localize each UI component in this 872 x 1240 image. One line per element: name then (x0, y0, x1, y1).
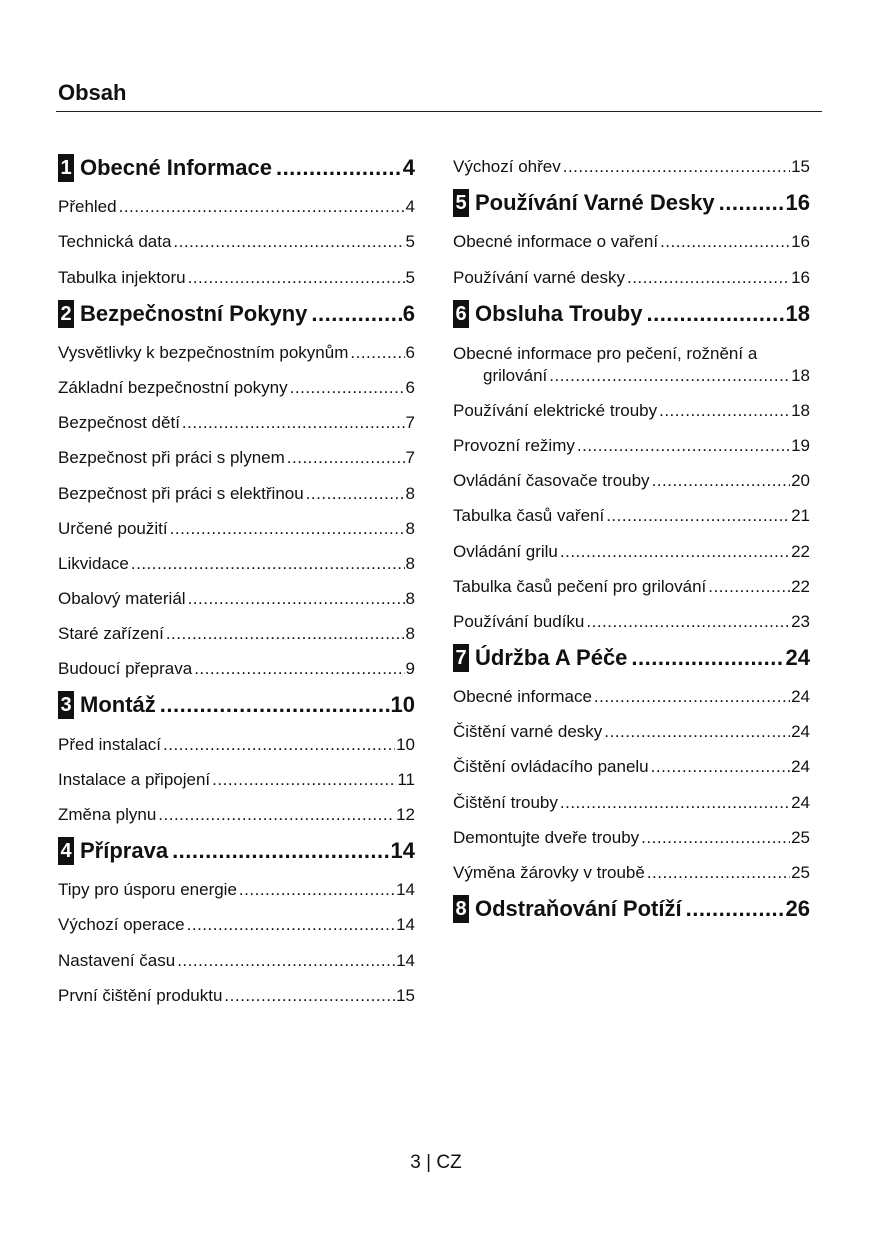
entry-label: Ovládání časovače trouby (453, 471, 650, 491)
page-number: 22 (791, 541, 810, 561)
toc-entry[interactable] (58, 873, 415, 908)
toc-section-heading[interactable] (58, 150, 415, 186)
entry-label: Obecné informace o vaření (453, 232, 659, 252)
toc-entry[interactable] (453, 680, 810, 715)
entry-label: Před instalací (58, 734, 161, 754)
toc-entry[interactable] (453, 605, 810, 640)
toc-entry[interactable] (58, 336, 415, 371)
dot-leader (182, 413, 405, 433)
dot-leader (660, 232, 790, 252)
dot-leader (158, 805, 395, 825)
dot-leader (708, 577, 790, 597)
page-number: 16 (785, 190, 810, 216)
entry-label: Tabulka injektoru (58, 267, 186, 287)
entry-label: Provozní režimy (453, 435, 575, 455)
entry-label: Přehled (58, 197, 117, 217)
page-number: 12 (396, 805, 415, 824)
section-title: Montáž (80, 692, 156, 718)
toc-entry[interactable] (58, 406, 415, 441)
dot-leader (719, 190, 785, 216)
dot-leader (560, 542, 790, 562)
entry-continuation (453, 366, 810, 386)
entry-label: Budoucí přeprava (58, 659, 193, 679)
entry-label: Určené použití (58, 518, 168, 538)
toc-entry[interactable] (58, 943, 415, 978)
section-title: Obecné Informace (80, 155, 272, 180)
dot-leader (350, 343, 404, 363)
page-number: 24 (791, 757, 810, 777)
entry-label: Tabulka časů vaření (453, 506, 605, 526)
dot-leader (224, 986, 395, 1006)
dot-leader (659, 401, 790, 421)
toc-section-heading[interactable] (58, 296, 415, 332)
toc-entry[interactable] (58, 476, 415, 511)
page-number: 24 (791, 687, 810, 707)
toc-section-heading[interactable] (58, 833, 415, 869)
dot-leader (119, 197, 405, 217)
entry-label: Technická data (58, 232, 172, 252)
page-number: 18 (791, 400, 810, 420)
section-number-badge: 7 (453, 644, 469, 672)
page-number: 15 (791, 157, 810, 177)
dot-leader (641, 828, 790, 848)
entry-label: Používání elektrické trouby (453, 400, 658, 420)
dot-leader (290, 378, 405, 398)
dot-leader (131, 554, 405, 574)
dot-leader (594, 687, 790, 707)
dot-leader (306, 484, 405, 504)
entry-label: Demontujte dveře trouby (453, 827, 640, 847)
dot-leader (177, 951, 395, 971)
entry-label: Obecné informace (453, 687, 592, 707)
dot-leader (212, 770, 396, 790)
page-number: 24 (791, 792, 810, 812)
entry-label: Instalace a připojení (58, 769, 211, 789)
dot-leader (606, 506, 790, 526)
toc-section-heading[interactable] (453, 891, 810, 927)
toc-entry[interactable] (58, 617, 415, 652)
entry-label: Používání budíku (453, 611, 585, 631)
page-number: 6 (405, 342, 415, 362)
dot-leader (311, 301, 401, 327)
page-number: 16 (791, 232, 810, 252)
dot-leader (651, 757, 790, 777)
entry-label: Obecné informace pro pečení, rožnění a (453, 343, 758, 363)
page-number: 26 (785, 896, 810, 921)
toc-entry[interactable] (453, 394, 810, 429)
dot-leader (604, 722, 790, 742)
entry-label: Základní bezpečnostní pokyny (58, 377, 288, 397)
page-number: 25 (791, 827, 810, 847)
page-number: 4 (402, 155, 415, 180)
dot-leader (686, 896, 785, 922)
dot-leader (187, 915, 395, 935)
dot-leader (276, 155, 402, 181)
section-title: Odstraňování Potíží (475, 896, 682, 921)
section-number-badge: 4 (58, 837, 74, 865)
entry-label: Nastavení času (58, 950, 176, 970)
dot-leader (166, 624, 405, 644)
dot-leader (563, 157, 790, 177)
page-number: 18 (785, 300, 810, 326)
entry-label: Bezpečnost při práci s plynem (58, 448, 285, 468)
toc-entry[interactable] (58, 798, 415, 833)
page-number: 8 (405, 589, 415, 609)
toc-entry[interactable] (58, 582, 415, 617)
dot-leader (586, 612, 790, 632)
dot-leader (647, 863, 790, 883)
entry-label: Tipy pro úsporu energie (58, 880, 237, 900)
toc-entry[interactable] (58, 190, 415, 225)
dot-leader (652, 471, 791, 491)
page-number: 6 (405, 377, 415, 397)
entry-label: Bezpečnost dětí (58, 413, 180, 433)
entry-label: Ovládání grilu (453, 541, 558, 561)
section-title: Bezpečnostní Pokyny (80, 300, 308, 326)
toc-entry[interactable] (453, 534, 810, 569)
page-number: 14 (396, 950, 415, 970)
page-number: 7 (405, 448, 415, 468)
toc-entry[interactable] (453, 856, 810, 891)
section-number-badge: 2 (58, 300, 74, 328)
toc-entry[interactable] (58, 763, 415, 798)
page-number: 24 (791, 722, 810, 742)
toc-entry[interactable] (58, 260, 415, 295)
dot-leader (188, 268, 405, 288)
toc-entry[interactable] (453, 750, 810, 785)
dot-leader (631, 645, 784, 671)
page-number: 5 (405, 267, 415, 287)
section-number-badge: 3 (58, 691, 74, 719)
entry-label-continued: grilování (483, 365, 548, 385)
page-number: 18 (791, 365, 810, 385)
page-number: 15 (396, 985, 415, 1005)
page-number: 14 (396, 880, 415, 900)
entry-label: Obalový materiál (58, 589, 186, 609)
page-number: 8 (405, 518, 415, 538)
entry-label: Likvidace (58, 553, 129, 573)
entry-label: Tabulka časů pečení pro grilování (453, 576, 707, 596)
page-number: 10 (396, 734, 415, 754)
page-number: 16 (791, 267, 810, 287)
toc-section-heading[interactable] (58, 687, 415, 723)
toc-entry[interactable] (453, 715, 810, 750)
entry-label: Bezpečnost při práci s elektřinou (58, 483, 304, 503)
toc-section-heading[interactable] (453, 296, 810, 332)
dot-leader (239, 880, 395, 900)
toc-entry[interactable] (58, 727, 415, 762)
section-title: Používání Varné Desky (475, 190, 715, 216)
dot-leader (627, 268, 790, 288)
page-number: 25 (791, 863, 810, 882)
toc-entry[interactable] (58, 652, 415, 687)
page-number: 4 (405, 197, 415, 217)
toc-entry[interactable] (453, 150, 810, 185)
page-number: 24 (785, 644, 810, 670)
entry-label: Změna plynu (58, 805, 157, 824)
toc-entry[interactable] (453, 821, 810, 856)
page-number: 21 (791, 506, 810, 526)
page-number: 20 (791, 471, 810, 491)
section-title: Příprava (80, 838, 169, 863)
page-number: 19 (791, 435, 810, 455)
section-number-badge: 5 (453, 189, 469, 217)
toc-left-column (58, 150, 415, 1014)
toc-entry[interactable] (58, 441, 415, 476)
toc-entry[interactable] (453, 785, 810, 820)
page-number: 11 (397, 769, 415, 789)
entry-label: Výměna žárovky v troubě (453, 863, 645, 882)
entry-label: Používání varné desky (453, 267, 625, 287)
dot-leader (646, 301, 784, 327)
entry-label: Staré zařízení (58, 624, 164, 644)
toc-entry[interactable] (453, 464, 810, 499)
toc-entry[interactable] (58, 512, 415, 547)
dot-leader (194, 659, 404, 679)
page-number: 6 (402, 300, 415, 326)
page-number: 14 (396, 915, 415, 935)
section-title: Údržba A Péče (475, 644, 628, 670)
toc-entry[interactable] (58, 225, 415, 260)
dot-leader (577, 436, 790, 456)
entry-label: Čištění ovládacího panelu (453, 757, 649, 777)
dot-leader (163, 735, 395, 755)
page-number: 22 (791, 576, 810, 596)
toc-entry[interactable] (453, 225, 810, 260)
toc-entry[interactable] (453, 336, 810, 394)
page-number: 10 (390, 692, 415, 718)
dot-leader (549, 366, 790, 386)
toc-entry[interactable] (58, 979, 415, 1014)
entry-label: Výchozí ohřev (453, 157, 561, 177)
toc-entry[interactable] (58, 547, 415, 582)
dot-leader (170, 519, 405, 539)
dot-leader (560, 793, 790, 813)
entry-label: Čištění trouby (453, 792, 558, 812)
dot-leader (172, 838, 389, 864)
toc-entry[interactable] (453, 570, 810, 605)
page-number: 14 (390, 838, 415, 863)
page-number: 23 (791, 611, 810, 631)
page-number: 8 (405, 553, 415, 573)
entry-label: Vysvětlivky k bezpečnostním pokynům (58, 342, 349, 362)
page-title: Obsah (58, 80, 127, 105)
dot-leader (188, 589, 405, 609)
page-number: 8 (405, 624, 415, 644)
section-number-badge: 1 (58, 154, 74, 182)
toc-section-heading[interactable] (453, 640, 810, 676)
dot-leader (173, 232, 404, 252)
dot-leader (160, 692, 390, 718)
entry-label: První čištění produktu (58, 985, 223, 1005)
toc-entry[interactable] (453, 499, 810, 534)
section-title: Obsluha Trouby (475, 300, 643, 326)
dot-leader (287, 448, 405, 468)
toc-entry[interactable] (453, 429, 810, 464)
entry-label: Čištění varné desky (453, 722, 603, 742)
entry-label: Výchozí operace (58, 915, 185, 935)
page-number: 9 (405, 659, 415, 679)
toc-section-heading[interactable] (453, 185, 810, 221)
page-footer: 3 | CZ (410, 1152, 462, 1173)
section-number-badge: 8 (453, 895, 469, 923)
page-number: 5 (405, 232, 415, 252)
page-number: 7 (405, 413, 415, 433)
page-number: 8 (405, 483, 415, 503)
title-divider (56, 111, 822, 112)
toc-entry[interactable] (58, 371, 415, 406)
toc-entry[interactable] (58, 908, 415, 943)
toc-entry[interactable] (453, 260, 810, 295)
toc-right-column (453, 150, 810, 931)
section-number-badge: 6 (453, 300, 469, 328)
